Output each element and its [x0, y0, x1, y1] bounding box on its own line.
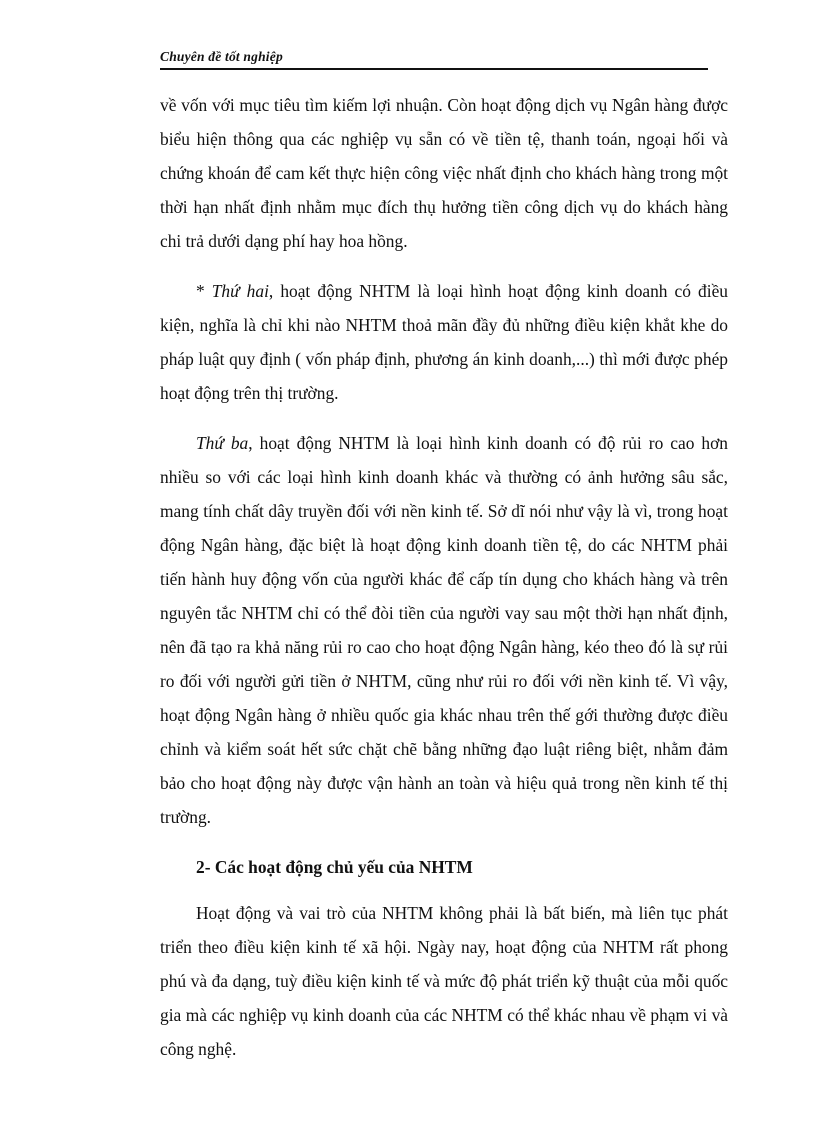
header-title: Chuyên đề tốt nghiệp: [160, 49, 283, 64]
paragraph-2-text: , hoạt động NHTM là loại hình hoạt động kinh doanh có điều kiện, nghĩa là chỉ khi nào NHTM thoả mãn đầy đủ những điều kiện khắt khe do pháp luật quy định ( vốn pháp định, phương án kinh doanh,...) thì mới được phép hoạt động trên thị trường.: [160, 281, 728, 403]
section-heading: 2- Các hoạt động chủ yếu của NHTM: [196, 857, 473, 877]
paragraph-3-text: , hoạt động NHTM là loại hình kinh doanh có độ rủi ro cao hơn nhiều so với các loại hình kinh doanh khác và thường có ảnh hưởng sâu sắc, mang tính chất dây truyền đối với nền kinh tế. Sở dĩ nói như vậy là vì, trong hoạt động Ngân hàng, đặc biệt là hoạt động kinh doanh tiền tệ, do các NHTM phải tiến hành huy động vốn của người khác để cấp tín dụng cho khách hàng và trên nguyên tắc NHTM chỉ có thể đòi tiền của người vay sau một thời hạn nhất định, nên đã tạo ra khả năng rủi ro cao cho hoạt động Ngân hàng, kéo theo đó là sự rủi ro đối với người gửi tiền ở NHTM, cũng như rủi ro đối với nền kinh tế. Vì vậy, hoạt động Ngân hàng ở nhiều quốc gia khác nhau trên thế gới thường được điều chỉnh và kiểm soát hết sức chặt chẽ bằng những đạo luật riêng biệt, nhằm đảm bảo cho hoạt động này được vận hành an toàn và hiệu quả trong nền kinh tế thị trường.: [160, 433, 729, 827]
document-body: [160, 88, 728, 1066]
paragraph-3: [160, 426, 728, 834]
paragraph-2: [160, 274, 728, 410]
paragraph-1: về vốn với mục tiêu tìm kiếm lợi nhuận. Còn hoạt động dịch vụ Ngân hàng được biểu hiện thông qua các nghiệp vụ sẵn có về tiền tệ, thanh toán, ngoại hối và chứng khoán để cam kết thực hiện công việc nhất định cho khách hàng trong một thời hạn nhất định nhằm mục đích thụ hưởng tiền công dịch vụ do khách hàng chi trả dưới dạng phí hay hoa hồng.: [160, 95, 728, 251]
paragraph-4: Hoạt động và vai trò của NHTM không phải là bất biến, mà liên tục phát triển theo điều kiện kinh tế xã hội. Ngày nay, hoạt động của NHTM rất phong phú và đa dạng, tuỳ điều kiện kinh tế và mức độ phát triển kỹ thuật của mỗi quốc gia mà các nghiệp vụ kinh doanh của các NHTM có thể khác nhau về phạm vi và công nghệ.: [160, 903, 728, 1059]
page-header: [160, 48, 708, 70]
paragraph-2-lead: *: [196, 281, 212, 301]
paragraph-3-emphasis: Thứ ba: [196, 433, 249, 453]
paragraph-2-emphasis: Thứ hai: [211, 281, 269, 301]
